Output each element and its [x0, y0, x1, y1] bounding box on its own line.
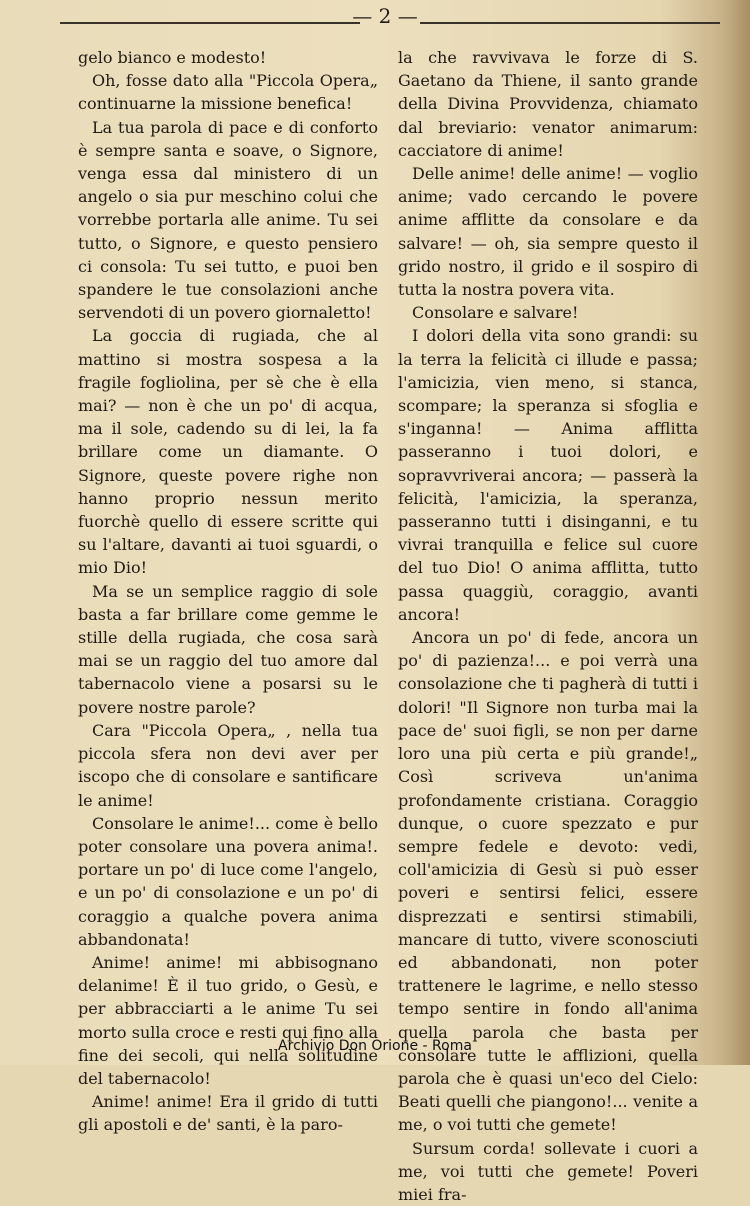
- paragraph: Anime! anime! Era il grido di tutti gli apostoli e de' santi, è la paro-: [78, 1092, 378, 1135]
- paragraph: Cara "Piccola Opera„ , nella tua piccola sfera non devi aver per iscopo che di consolare e santificare le anime!: [78, 720, 378, 810]
- paragraph: La tua parola di pace e di conforto è sempre santa e soave, o Signore, venga essa dal ministero di un angelo o sia pur meschino colui che vorrebbe portarla alle anime. Tu sei tutto, o Signore, e questo pensiero ci consola: Tu sei tutto, e puoi ben spandere le tue consolazioni anche servendoti di un povero giornaletto!: [78, 117, 378, 323]
- text-column-left: [78, 46, 378, 1137]
- paragraph: Sursum corda! sollevate i cuori a me, voi tutti che gemete! Poveri miei fra-: [398, 1138, 698, 1204]
- paragraph: la che ravvivava le forze di S. Gaetano da Thiene, il santo grande della Divina Provvidenza, chiamato dal breviario: venator animarum: cacciatore di anime!: [398, 48, 698, 160]
- archive-footer: Archivio Don Orione - Roma: [278, 1038, 472, 1054]
- header-rule-left: [60, 22, 360, 24]
- text-column-right: [398, 46, 698, 1206]
- paragraph: I dolori della vita sono grandi: su la terra la felicità ci illude e passa; l'amicizia, vien meno, si stanca, scompare; la speranza si sfoglia e s'inganna! — Anima afflitta passeranno i tuoi dolori, e sopravvriverai ancora; — passerà la felicità, l'amicizia, la speranza, passeranno tutti i disinganni, e tu vivrai tranquilla e felice sul cuore del tuo Dio! O anima afflitta, tutto passa quaggiù, coraggio, avanti ancora!: [398, 326, 698, 624]
- paragraph: Anime! anime! mi abbisognano delanime! È il tuo grido, o Gesù, e per abbracciarti a le anime Tu sei morto sulla croce e resti qui fino alla fine dei secoli, qui nella solitudine del tabernacolo!: [78, 952, 378, 1088]
- paragraph: gelo bianco e modesto!: [78, 48, 267, 67]
- paragraph: La goccia di rugiada, che al mattino si mostra sospesa a la fragile fogliolina, per sè che è ella mai? — non è che un po' di acqua, ma il sole, cadendo su di lei, la fa brillare come un diamante. O Signore, queste povere righe non hanno proprio nessun merito fuorchè quello di essere scritte qui su l'altare, davanti ai tuoi sguardi, o mio Dio!: [78, 326, 378, 578]
- header-rule-right: [420, 22, 720, 24]
- paragraph: Consolare le anime!... come è bello poter consolare una povera anima!. portare un po' di luce come l'angelo, e un po' di consolazione e un po' di coraggio a qualche povera anima abbandonata!: [78, 813, 378, 949]
- paragraph: Delle anime! delle anime! — voglio anime; vado cercando le povere anime afflitte da consolare e da salvare! — oh, sia sempre questo il grido nostro, il grido e il sospiro di tutta la nostra povera vita.: [398, 164, 698, 300]
- page-number: — 2 —: [352, 4, 418, 28]
- paragraph: Consolare e salvare!: [412, 303, 579, 323]
- paragraph: Oh, fosse dato alla "Piccola Opera„ continuarne la missione benefica!: [78, 71, 378, 114]
- paragraph: Ma se un semplice raggio di sole basta a far brillare come gemme le stille della rugiada, che cosa sarà mai se un raggio del tuo amore dal tabernacolo viene a posarsi su le povere nostre parole?: [78, 581, 378, 717]
- paragraph: Ancora un po' di fede, ancora un po' di pazienza!... e poi verrà una consolazione che ti pagherà di tutti i dolori! "Il Signore non turba mai la pace de' suoi figli, se non per darne loro una più certa e più grande!„ Così scriveva un'anima profondamente cristiana. Coraggio dunque, o cuore spezzato e pur sempre fedele e devoto: vedi, coll'amicizia di Gesù si può esser poveri e sentirsi felici, essere disprezzati e sentirsi stimabili, mancare di tutto, vivere sconosciuti ed abbandonati, non poter trattenere le lagrime, e nello stesso tempo sentire in fondo all'anima quella parola che basta per consolare tutte le afflizioni, quella parola che è quasi un'eco del Cielo: Beati quelli che piangono!... venite a me, o voi tutti che gemete!: [398, 628, 698, 1135]
